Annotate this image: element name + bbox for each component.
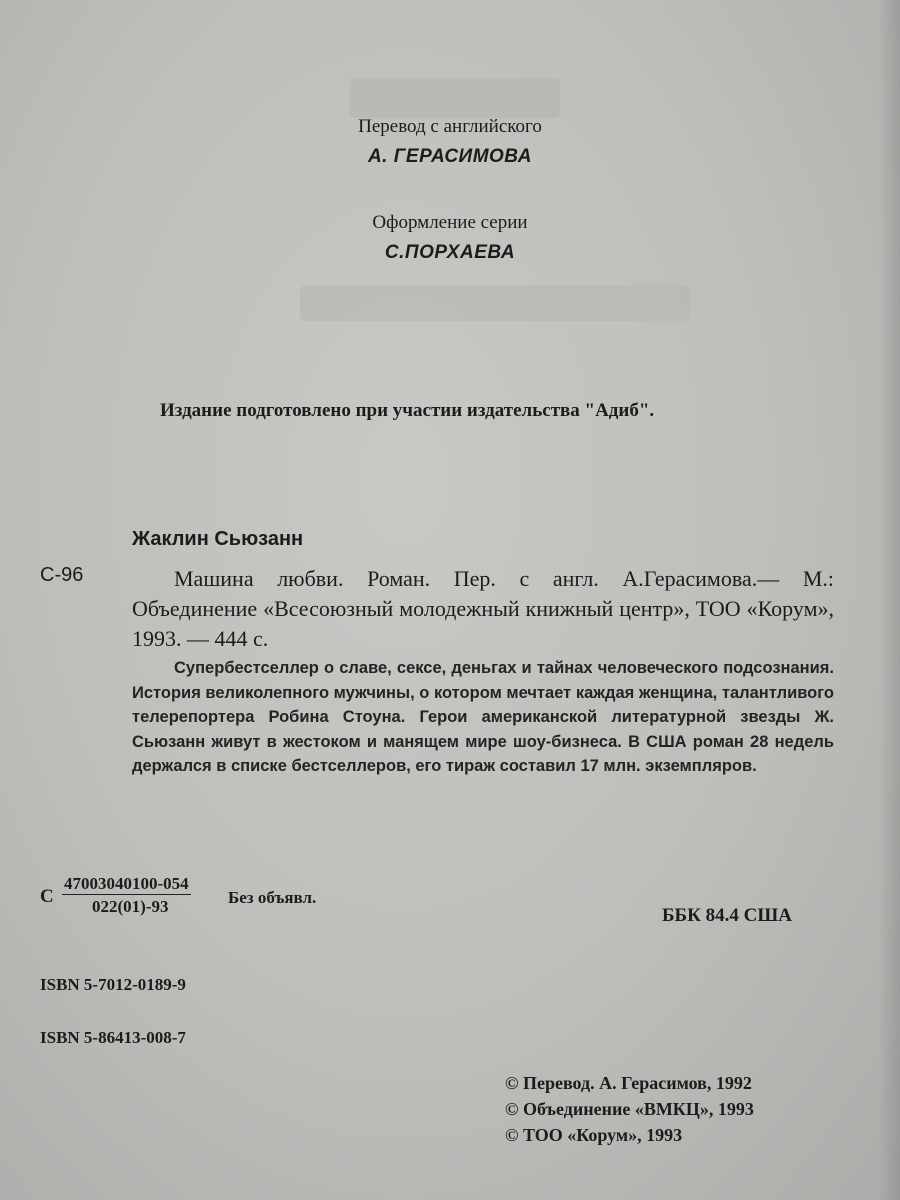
author-heading: Жаклин Сьюзанн bbox=[132, 528, 304, 550]
bibliographic-record: Машина любви. Роман. Пер. с англ. А.Герасимова.— М.: Объединение «Всесоюзный молодежный книжный центр», ТОО «Корум», 1993. — 444 с. bbox=[132, 566, 834, 651]
isbn-1: ISBN 5-7012-0189-9 bbox=[40, 975, 186, 994]
index-denominator: 022(01)-93 bbox=[92, 897, 169, 916]
publisher-note: Издание подготовлено при участии издательства "Адиб". bbox=[160, 400, 655, 421]
show-through-shadow-2 bbox=[300, 285, 690, 321]
copyright-3: © ТОО «Корум», 1993 bbox=[505, 1125, 683, 1145]
isbn-2: ISBN 5-86413-008-7 bbox=[40, 1028, 186, 1047]
index-numerator: 47003040100-054 bbox=[64, 874, 189, 893]
annotation-text: Супербестселлер о славе, сексе, деньгах и тайнах человеческого подсознания. История великолепного мужчины, о котором мечтает каждая женщина, талантливого телерепортера Робина Стоуна. Герои американской литературной звезды Ж. Сьюзанн живут в жестоком и манящем мире шоу-бизнеса. В США роман 28 недель держался в списке бестселлеров, его тираж составил 17 млн. экземпляров. bbox=[132, 659, 834, 775]
catalog-code: С-96 bbox=[40, 564, 84, 586]
translation-label: Перевод с английского bbox=[358, 116, 542, 137]
index-fraction bbox=[62, 874, 191, 917]
translator-name: А. ГЕРАСИМОВА bbox=[367, 146, 533, 167]
copyright-1: © Перевод. А. Герасимов, 1992 bbox=[505, 1073, 752, 1093]
index-note: Без объявл. bbox=[228, 888, 317, 907]
series-design-label: Оформление серии bbox=[372, 212, 528, 233]
copyright-2: © Объединение «ВМКЦ», 1993 bbox=[505, 1099, 754, 1119]
index-letter: С bbox=[40, 886, 54, 907]
series-designer-name: С.ПОРХАЕВА bbox=[384, 242, 516, 263]
page-edge-shadow bbox=[878, 0, 900, 1200]
show-through-shadow bbox=[350, 78, 560, 118]
bbk-code: ББК 84.4 США bbox=[662, 905, 792, 926]
